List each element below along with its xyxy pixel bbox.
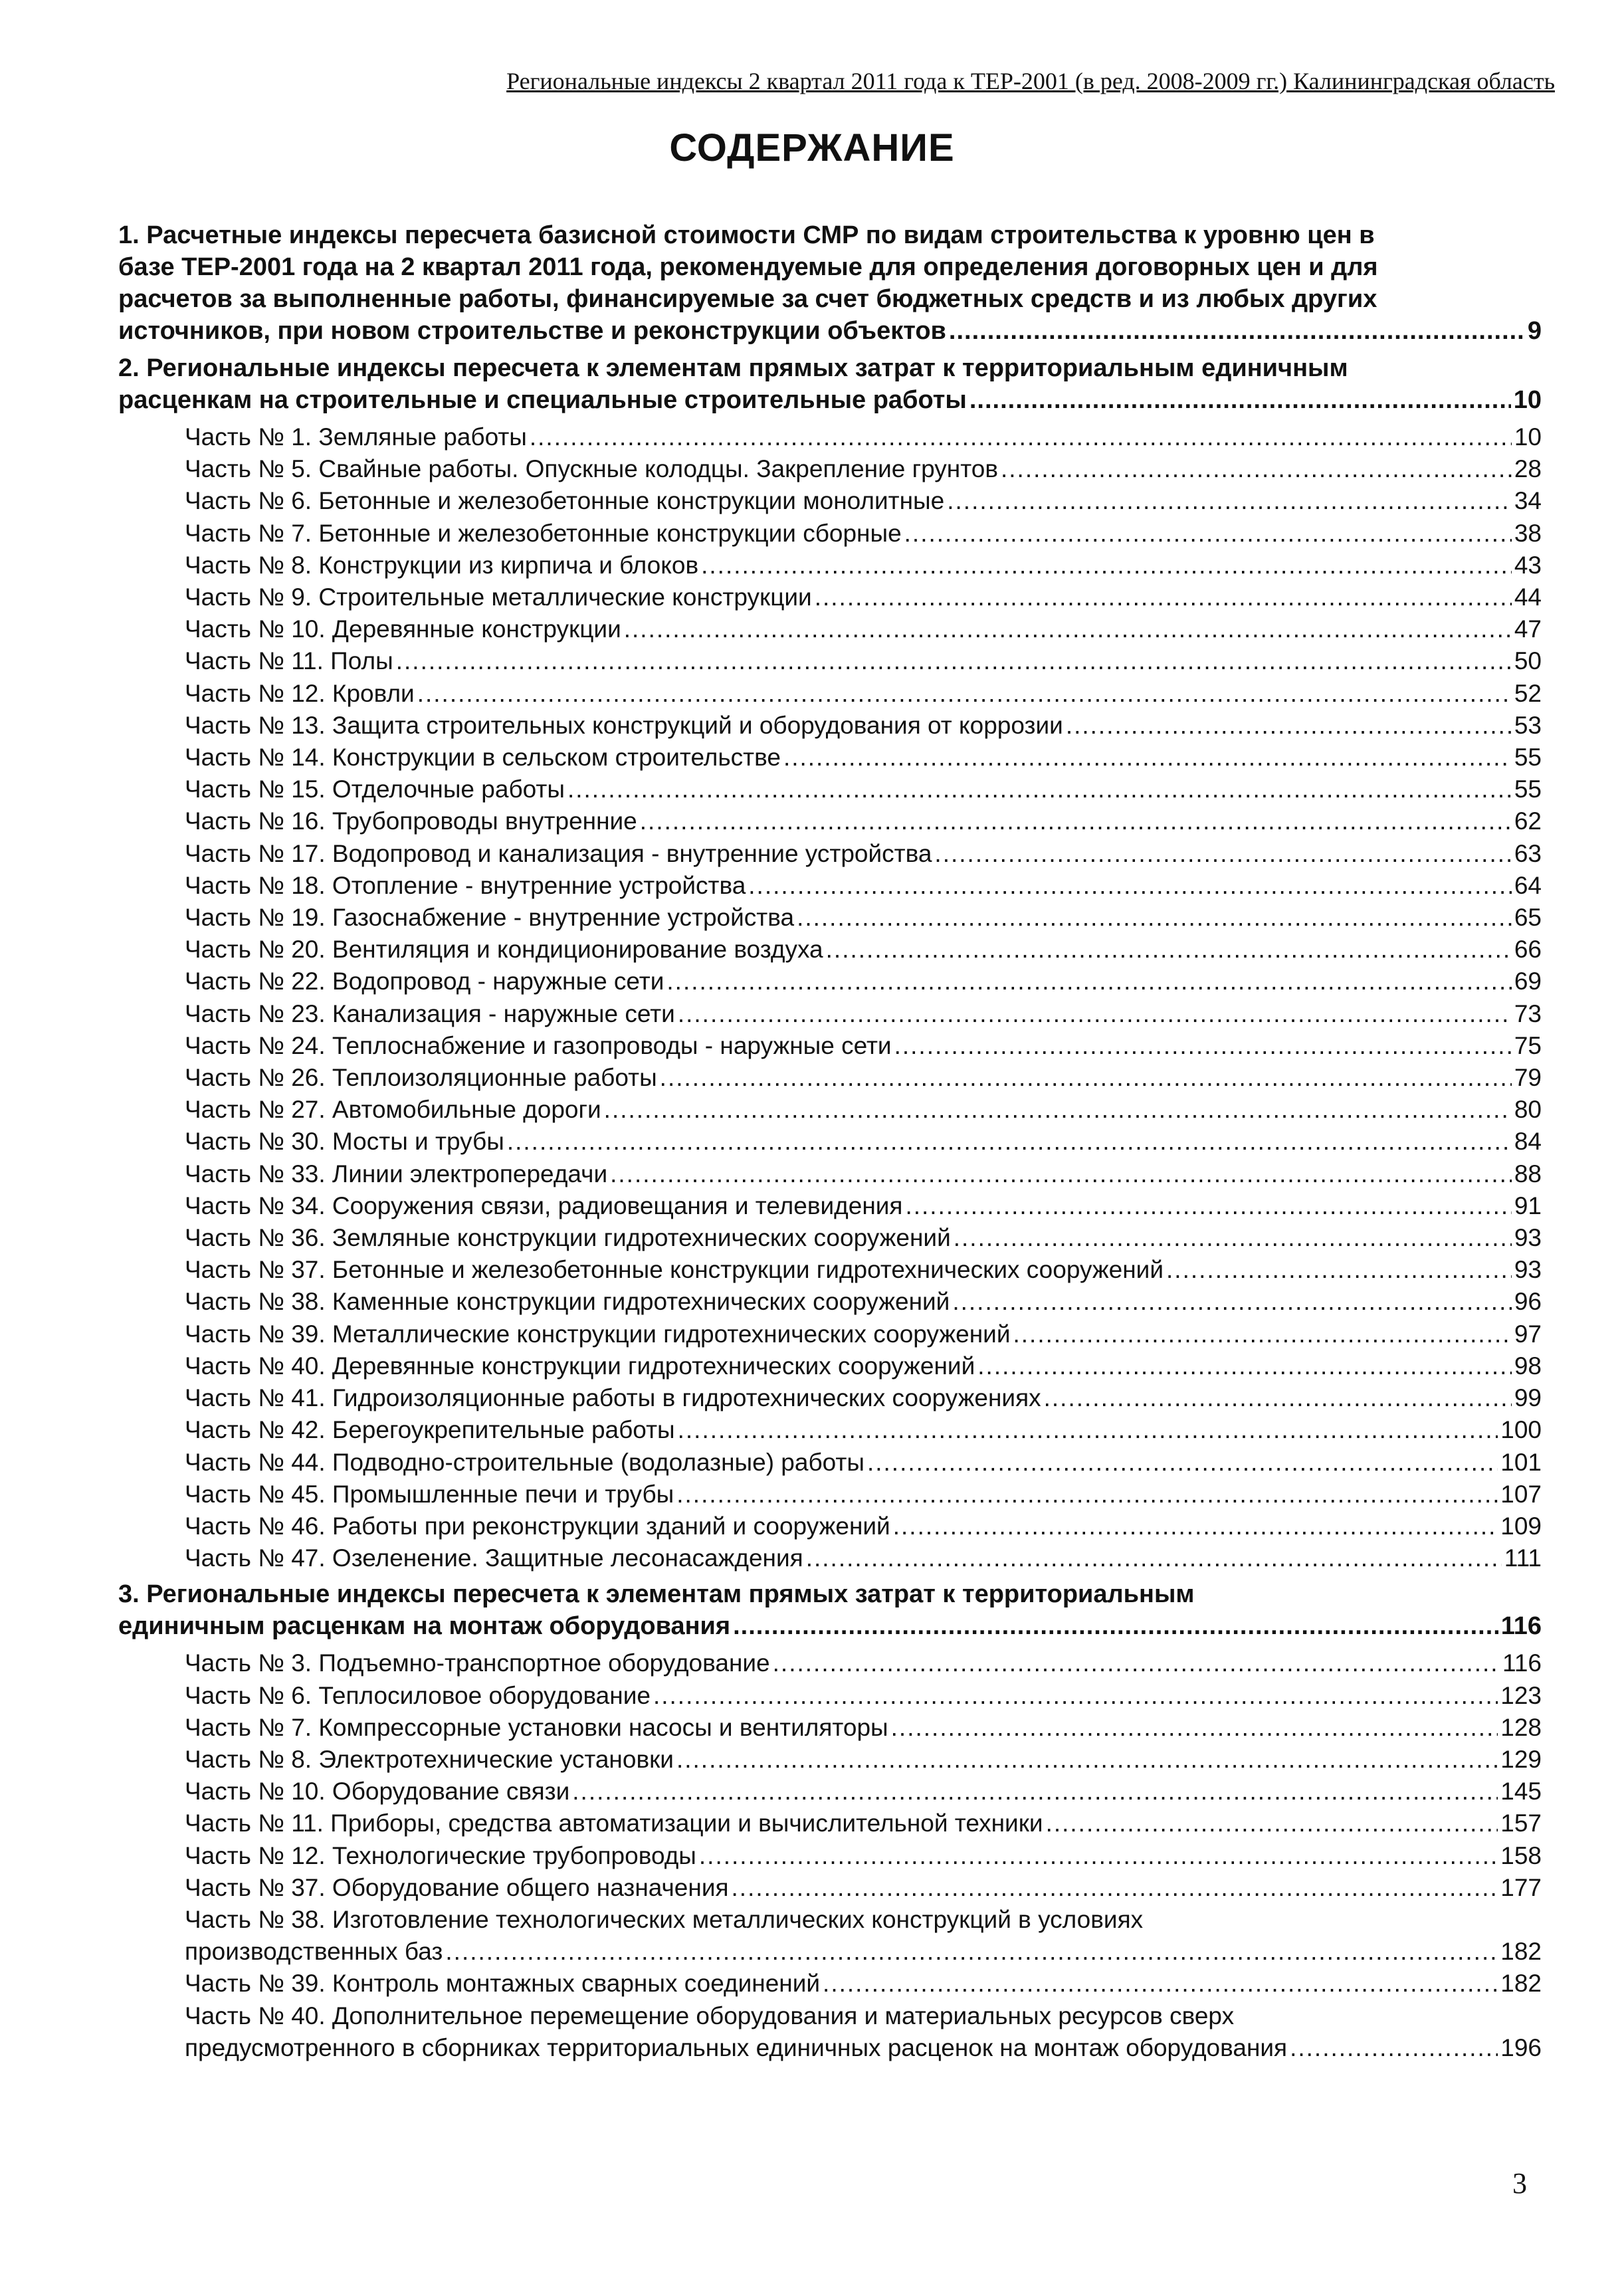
- toc-entry-line: [185, 1542, 1542, 1574]
- toc-entry-line: [185, 678, 1542, 710]
- toc-entry-title: Часть № 41. Гидроизоляционные работы в гидротехнических сооружениях: [185, 1384, 1041, 1412]
- toc-entry-line: [185, 1936, 1542, 1968]
- toc-entry-title: Часть № 11. Полы: [185, 647, 393, 675]
- toc-entry: [185, 1744, 1542, 1776]
- dot-leader: [1166, 1254, 1512, 1286]
- toc-entry-line: [118, 384, 1542, 416]
- toc-entry-line: [185, 1776, 1542, 1808]
- toc-entry-title: Часть № 22. Водопровод - наружные сети: [185, 968, 664, 995]
- toc-entry-line: [185, 1414, 1542, 1446]
- toc-entry: [185, 645, 1542, 677]
- toc-entry-line: [185, 485, 1542, 517]
- toc-entry: [185, 998, 1542, 1030]
- toc-entry: [185, 421, 1542, 453]
- toc-entry-title: Часть № 9. Строительные металлические конструкции: [185, 583, 812, 611]
- toc-entry: [185, 902, 1542, 934]
- dot-leader: [567, 774, 1512, 805]
- dot-leader: [610, 1158, 1512, 1190]
- page-title: СОДЕРЖАНИЕ: [669, 126, 955, 169]
- dot-leader: [1290, 2032, 1498, 2064]
- toc-entry: [185, 1350, 1542, 1382]
- toc-page-number: 109: [1500, 1512, 1542, 1540]
- toc-entry: [185, 485, 1542, 517]
- toc-entry: [185, 2000, 1542, 2064]
- toc-entry-title: Часть № 1. Земляные работы: [185, 423, 527, 451]
- toc-section-1: [118, 219, 1542, 347]
- toc-page-number: 101: [1500, 1448, 1542, 1476]
- toc-entry-line: [185, 742, 1542, 774]
- toc-entry-line: [185, 1158, 1542, 1190]
- toc-entry-title: Часть № 14. Конструкции в сельском строительстве: [185, 744, 781, 772]
- toc-entry: [185, 453, 1542, 485]
- toc-entry-title: Часть № 19. Газоснабжение - внутренние устройства: [185, 904, 795, 932]
- toc-entry-line: [185, 998, 1542, 1030]
- toc-entry-title: Часть № 5. Свайные работы. Опускные колодцы. Закрепление грунтов: [185, 455, 998, 483]
- toc-page-number: 43: [1514, 551, 1542, 579]
- running-header: Региональные индексы 2 квартал 2011 года к ТЕР-2001 (в ред. 2008-2009 гг.) Калининградская область: [506, 68, 1555, 94]
- toc-entry-title: Часть № 6. Бетонные и железобетонные конструкции монолитные: [185, 487, 945, 515]
- toc-entry: [185, 1158, 1542, 1190]
- toc-page-number: 28: [1514, 455, 1542, 483]
- dot-leader: [653, 1680, 1498, 1712]
- toc-entry: [185, 1062, 1542, 1094]
- toc-page-number: 50: [1514, 647, 1542, 675]
- toc-page-number: 44: [1514, 583, 1542, 611]
- dot-leader: [678, 998, 1512, 1030]
- toc-entry-title: Часть № 17. Водопровод и канализация - внутренние устройства: [185, 839, 932, 867]
- toc-entry: [185, 1094, 1542, 1126]
- toc-entry: [185, 1776, 1542, 1808]
- toc-page-number: 99: [1514, 1384, 1542, 1412]
- toc-entry-title: Часть № 11. Приборы, средства автоматизации и вычислительной техники: [185, 1810, 1043, 1837]
- toc-entry: [185, 1286, 1542, 1318]
- toc-page-number: 129: [1500, 1745, 1542, 1773]
- toc-entry: [185, 581, 1542, 613]
- dot-leader: [640, 805, 1512, 837]
- dot-leader: [1001, 453, 1512, 485]
- toc-page-number: 62: [1514, 807, 1542, 835]
- dot-leader: [969, 384, 1511, 416]
- toc-entry: [185, 1872, 1542, 1904]
- toc-page-number: 196: [1500, 2033, 1542, 2061]
- toc-entry-title: производственных баз: [185, 1938, 443, 1966]
- toc-entry-line: [185, 1094, 1542, 1126]
- dot-leader: [1046, 1808, 1498, 1839]
- toc-entry-line: [185, 421, 1542, 453]
- dot-leader: [815, 581, 1512, 613]
- toc-page-number: 93: [1514, 1224, 1542, 1252]
- dot-leader: [891, 1712, 1498, 1744]
- dot-leader: [905, 1190, 1511, 1222]
- toc-page-number: 79: [1514, 1064, 1542, 1092]
- toc-page-number: 47: [1514, 615, 1542, 643]
- dot-leader: [624, 613, 1512, 645]
- toc-entry-title: Часть № 16. Трубопроводы внутренние: [185, 807, 637, 835]
- toc-page-number: 116: [1500, 1612, 1542, 1641]
- toc-entry-line: [185, 453, 1542, 485]
- dot-leader: [826, 934, 1512, 966]
- toc-entry-line: [185, 1254, 1542, 1286]
- toc-entry-title: Часть № 24. Теплоснабжение и газопроводы - наружные сети: [185, 1031, 892, 1059]
- toc-page-number: 100: [1500, 1416, 1542, 1444]
- toc-page-number: 10: [1514, 423, 1542, 451]
- toc-entry: [185, 1030, 1542, 1062]
- toc-entry-line: [185, 613, 1542, 645]
- dot-leader: [954, 1222, 1512, 1254]
- toc-entry-line: [185, 774, 1542, 805]
- toc-entry: [185, 966, 1542, 997]
- toc-entry-title: Часть № 15. Отделочные работы: [185, 776, 565, 803]
- toc-entry-line: [185, 1190, 1542, 1222]
- toc-entry-line: [185, 1808, 1542, 1839]
- toc-entry-line: [185, 1510, 1542, 1542]
- toc-entry-title: Часть № 8. Электротехнические установки: [185, 1745, 674, 1773]
- toc-entry-line: [185, 1712, 1542, 1744]
- toc-entry: [185, 1447, 1542, 1479]
- dot-leader: [797, 902, 1512, 934]
- toc-entry: [185, 518, 1542, 550]
- toc-entry-title: Часть № 42. Берегоукрепительные работы: [185, 1416, 675, 1444]
- toc-entry-title: Часть № 33. Линии электропередачи: [185, 1160, 608, 1188]
- toc-page-number: 84: [1514, 1128, 1542, 1156]
- toc-page-number: 96: [1514, 1288, 1542, 1316]
- toc-entry: [185, 550, 1542, 581]
- toc-entry-title: единичным расценкам на монтаж оборудования: [118, 1612, 731, 1641]
- toc-section-heading-line: базе ТЕР-2001 года на 2 квартал 2011 года, рекомендуемые для определения договорных цен и для: [118, 253, 1378, 281]
- table-of-contents: [118, 219, 1542, 2064]
- toc-entry: [185, 1680, 1542, 1712]
- toc-entry-title: Часть № 34. Сооружения связи, радиовещания и телевидения: [185, 1191, 903, 1219]
- toc-entry-line: [185, 805, 1542, 837]
- dot-leader: [678, 1414, 1498, 1446]
- toc-entry: [185, 742, 1542, 774]
- toc-entry-line: [185, 1126, 1542, 1158]
- dot-leader: [604, 1094, 1512, 1126]
- dot-leader: [867, 1447, 1498, 1479]
- toc-page-number: 93: [1514, 1256, 1542, 1284]
- toc-page-number: 107: [1500, 1480, 1542, 1508]
- toc-entry: [185, 1318, 1542, 1350]
- dot-leader: [904, 518, 1512, 550]
- toc-entry-title: Часть № 20. Вентиляция и кондиционирование воздуха: [185, 936, 823, 964]
- dot-leader: [1013, 1318, 1511, 1350]
- toc-page-number: 9: [1527, 317, 1542, 345]
- toc-entry-title: Часть № 8. Конструкции из кирпича и блоков: [185, 551, 699, 579]
- toc-entry-title: Часть № 10. Оборудование связи: [185, 1778, 570, 1806]
- toc-entry-title: Часть № 36. Земляные конструкции гидротехнических сооружений: [185, 1224, 951, 1252]
- dot-leader: [1044, 1382, 1512, 1414]
- toc-entry-title: Часть № 38. Каменные конструкции гидротехнических сооружений: [185, 1288, 950, 1316]
- toc-page-number: 91: [1514, 1191, 1542, 1219]
- toc-entry-title: источников, при новом строительстве и реконструкции объектов: [118, 317, 946, 345]
- dot-leader: [947, 485, 1512, 517]
- dot-leader: [823, 1968, 1498, 2000]
- toc-entry-title: Часть № 39. Контроль монтажных сварных соединений: [185, 1970, 821, 1998]
- toc-entry-line-wrapped: Часть № 40. Дополнительное перемещение оборудования и материальных ресурсов сверх: [185, 2002, 1235, 2029]
- toc-page-number: 182: [1500, 1938, 1542, 1966]
- toc-entry-title: Часть № 12. Технологические трубопроводы: [185, 1841, 696, 1869]
- toc-page-number: 55: [1514, 776, 1542, 803]
- toc-entry-title: Часть № 26. Теплоизоляционные работы: [185, 1064, 657, 1092]
- dot-leader: [417, 678, 1512, 710]
- toc-entry-line-wrapped: Часть № 38. Изготовление технологических металлических конструкций в условиях: [185, 1905, 1144, 1933]
- dot-leader: [572, 1776, 1498, 1808]
- toc-page-number: 10: [1513, 386, 1542, 414]
- toc-entry-line: [185, 581, 1542, 613]
- toc-page-number: 182: [1500, 1970, 1542, 1998]
- toc-entry-line: [185, 870, 1542, 902]
- dot-leader: [949, 315, 1525, 347]
- toc-page-number: 123: [1500, 1681, 1542, 1709]
- dot-leader: [894, 1030, 1512, 1062]
- toc-entry-line: [185, 1968, 1542, 2000]
- dot-leader: [783, 742, 1512, 774]
- dot-leader: [445, 1936, 1498, 1968]
- toc-page-number: 55: [1514, 744, 1542, 772]
- toc-entry-line: [185, 1222, 1542, 1254]
- dot-leader: [676, 1744, 1498, 1776]
- toc-entry-line: [185, 710, 1542, 742]
- toc-page-number: 80: [1514, 1096, 1542, 1124]
- toc-page-number: 69: [1514, 968, 1542, 995]
- toc-entry-line: [118, 1610, 1542, 1642]
- toc-entry-line: [185, 1318, 1542, 1350]
- page-number: 3: [1512, 2167, 1527, 2200]
- toc-entry: [185, 838, 1542, 870]
- toc-entry-line: [185, 1350, 1542, 1382]
- dot-leader: [806, 1542, 1502, 1574]
- toc-entry-title: Часть № 23. Канализация - наружные сети: [185, 999, 675, 1027]
- dot-leader: [660, 1062, 1512, 1094]
- toc-entry-title: Часть № 47. Озеленение. Защитные лесонасаждения: [185, 1544, 803, 1572]
- dot-leader: [701, 550, 1512, 581]
- toc-section-heading-line: 1. Расчетные индексы пересчета базисной стоимости СМР по видам строительства к уровню цен в: [118, 221, 1375, 249]
- toc-entry-line: [185, 1286, 1542, 1318]
- toc-page-number: 97: [1514, 1320, 1542, 1348]
- toc-entry-line: [185, 2032, 1542, 2064]
- toc-entry-title: Часть № 18. Отопление - внутренние устройства: [185, 871, 746, 899]
- toc-entry-line: [185, 1872, 1542, 1904]
- toc-entry: [185, 1712, 1542, 1744]
- toc-entry-line: [185, 1030, 1542, 1062]
- toc-section-2: [118, 352, 1542, 416]
- toc-entry-line: [185, 1479, 1542, 1510]
- dot-leader: [952, 1286, 1512, 1318]
- toc-entry: [185, 1190, 1542, 1222]
- toc-page-number: 73: [1514, 999, 1542, 1027]
- toc-entry-title: Часть № 37. Оборудование общего назначения: [185, 1873, 729, 1901]
- toc-entry-title: Часть № 13. Защита строительных конструкций и оборудования от коррозии: [185, 711, 1063, 739]
- toc-page-number: 88: [1514, 1160, 1542, 1188]
- dot-leader: [676, 1479, 1498, 1510]
- toc-entry-title: Часть № 6. Теплосиловое оборудование: [185, 1681, 651, 1709]
- toc-entry-line: [118, 315, 1542, 347]
- dot-leader: [699, 1840, 1498, 1872]
- toc-entry-line: [185, 1840, 1542, 1872]
- dot-leader: [530, 421, 1512, 453]
- toc-entry: [185, 1222, 1542, 1254]
- toc-entry: [185, 1542, 1542, 1574]
- toc-page-number: 75: [1514, 1031, 1542, 1059]
- toc-page-number: 111: [1504, 1544, 1542, 1572]
- toc-entry: [185, 710, 1542, 742]
- toc-entry-line: [185, 934, 1542, 966]
- toc-page-number: 66: [1514, 936, 1542, 964]
- toc-entry-title: предусмотренного в сборниках территориальных единичных расценок на монтаж оборудования: [185, 2033, 1288, 2061]
- toc-page-number: 65: [1514, 904, 1542, 932]
- toc-entry-line: [185, 1744, 1542, 1776]
- toc-entry: [185, 1382, 1542, 1414]
- toc-page-number: 145: [1500, 1778, 1542, 1806]
- toc-entry-line: [185, 838, 1542, 870]
- toc-entry-line: [185, 645, 1542, 677]
- toc-entry-line: [185, 1447, 1542, 1479]
- dot-leader: [732, 1872, 1498, 1904]
- dot-leader: [934, 838, 1511, 870]
- toc-entry-line: [185, 1647, 1542, 1679]
- toc-entry-title: расценкам на строительные и специальные строительные работы: [118, 386, 967, 414]
- toc-page-number: 157: [1500, 1810, 1542, 1837]
- toc-entry-line: [185, 1062, 1542, 1094]
- toc-page-number: 177: [1500, 1873, 1542, 1901]
- toc-entry-title: Часть № 3. Подъемно-транспортное оборудование: [185, 1649, 770, 1677]
- toc-page-number: 128: [1500, 1713, 1542, 1741]
- toc-entry: [185, 1647, 1542, 1679]
- toc-section-3: [118, 1578, 1542, 1642]
- toc-page-number: 34: [1514, 487, 1542, 515]
- dot-leader: [748, 870, 1512, 902]
- toc-entry-title: Часть № 30. Мосты и трубы: [185, 1128, 504, 1156]
- toc-entry: [185, 774, 1542, 805]
- dot-leader: [1066, 710, 1512, 742]
- dot-leader: [977, 1350, 1512, 1382]
- toc-entry: [185, 1968, 1542, 2000]
- toc-entry-line: [185, 966, 1542, 997]
- dot-leader: [666, 966, 1511, 997]
- toc-entry-title: Часть № 12. Кровли: [185, 679, 415, 707]
- toc-page-number: 116: [1502, 1649, 1542, 1677]
- toc-entry-title: Часть № 45. Промышленные печи и трубы: [185, 1480, 674, 1508]
- toc-page-number: 63: [1514, 839, 1542, 867]
- toc-page-number: 64: [1514, 871, 1542, 899]
- toc-page-number: 98: [1514, 1352, 1542, 1380]
- toc-entry-line: [185, 550, 1542, 581]
- toc-section-heading-line: расчетов за выполненные работы, финансируемые за счет бюджетных средств и из любых других: [118, 285, 1377, 313]
- toc-entry-line: [185, 518, 1542, 550]
- toc-entry-title: Часть № 7. Бетонные и железобетонные конструкции сборные: [185, 519, 902, 547]
- toc-entry-title: Часть № 7. Компрессорные установки насосы и вентиляторы: [185, 1713, 888, 1741]
- toc-entry-title: Часть № 46. Работы при реконструкции зданий и сооружений: [185, 1512, 890, 1540]
- toc-entry: [185, 1510, 1542, 1542]
- dot-leader: [733, 1610, 1498, 1642]
- toc-entry: [185, 934, 1542, 966]
- dot-leader: [773, 1647, 1500, 1679]
- dot-leader: [396, 645, 1512, 677]
- toc-entry-title: Часть № 39. Металлические конструкции гидротехнических сооружений: [185, 1320, 1011, 1348]
- toc-entry: [185, 613, 1542, 645]
- toc-entry-line: [185, 902, 1542, 934]
- toc-page-number: 158: [1500, 1841, 1542, 1869]
- toc-entry: [185, 1126, 1542, 1158]
- toc-page-number: 52: [1514, 679, 1542, 707]
- toc-entry: [185, 1840, 1542, 1872]
- dot-leader: [507, 1126, 1512, 1158]
- toc-entry: [185, 1254, 1542, 1286]
- toc-page-number: 53: [1514, 711, 1542, 739]
- toc-entry: [185, 1904, 1542, 1968]
- toc-entry: [185, 678, 1542, 710]
- toc-entry: [185, 1414, 1542, 1446]
- toc-section-heading-line: 3. Региональные индексы пересчета к элементам прямых затрат к территориальным: [118, 1580, 1195, 1609]
- toc-entry-title: Часть № 37. Бетонные и железобетонные конструкции гидротехнических сооружений: [185, 1256, 1164, 1284]
- toc-entry-line: [185, 1680, 1542, 1712]
- toc-entry-line: [185, 1382, 1542, 1414]
- toc-entry: [185, 870, 1542, 902]
- toc-page-number: 38: [1514, 519, 1542, 547]
- toc-entry-title: Часть № 27. Автомобильные дороги: [185, 1096, 601, 1124]
- dot-leader: [893, 1510, 1498, 1542]
- toc-entry: [185, 805, 1542, 837]
- toc-section-heading-line: 2. Региональные индексы пересчета к элементам прямых затрат к территориальным единичным: [118, 354, 1348, 382]
- toc-entry-title: Часть № 10. Деревянные конструкции: [185, 615, 621, 643]
- toc-entry: [185, 1479, 1542, 1510]
- toc-entry-title: Часть № 44. Подводно-строительные (водолазные) работы: [185, 1448, 864, 1476]
- toc-entry: [185, 1808, 1542, 1839]
- toc-entry-title: Часть № 40. Деревянные конструкции гидротехнических сооружений: [185, 1352, 975, 1380]
